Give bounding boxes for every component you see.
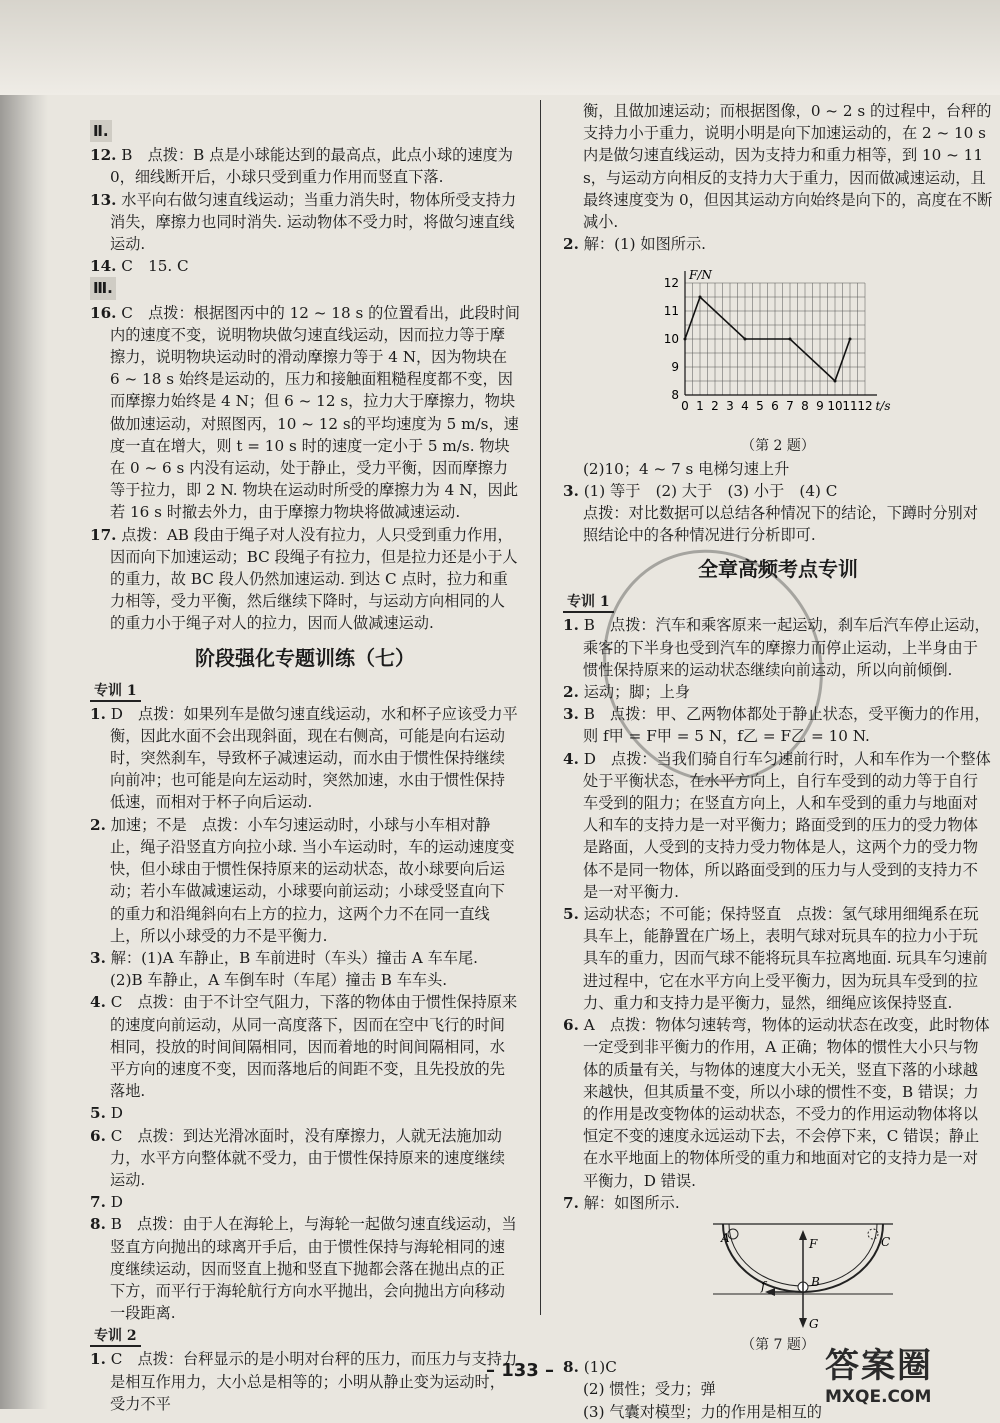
fig7-label-c: C	[881, 1234, 891, 1249]
x-tick-label: 2	[711, 399, 719, 414]
training2-answer-2b: (2)10；4 ~ 7 s 电梯匀速上升	[583, 459, 790, 478]
series-point	[834, 380, 837, 383]
section-iii-marker: Ⅲ.	[90, 277, 520, 301]
answer-16: 16. C 点拨：根据图丙中的 12 ~ 18 s 的位置看出，此段时间内的速度不变，说明物块做匀速直线运动，因而拉力等于摩擦力，说明物块运动时的滑动摩擦力等于 4 N，因为物块在 6 ~ 18 s 始终是运动的，压力和接触面粗糙程度都不变，因而摩擦力始终是 4 N；但 6 ~ 12 s，拉力大于摩擦力，物块做加速运动，对照图丙，10 ~ 12 s的平均速度为 5 m/s，速度一直在增大，则 t = 10 s 时的速度一定小于 5 m/s. 物块在 0 ~ 6 s 内没有运动，处于静止，受力平衡，因而摩擦力等于拉力，即 2 N. 物块在运动时所受的摩擦力为 4 N，因此若 16 s 时撤去外力，由于摩擦力物块将做减速运动.	[90, 303, 520, 522]
figure-7-caption: （第 7 题）	[741, 1336, 815, 1353]
training1-answer-4: 4. C 点拨：由于不计空气阻力，下落的物体由于惯性保持原来的速度向前运动，从同一高度落下，因而在空中飞行的时间相同，投放的时间间隔相同，因而着地的时间间隔相同，水平方向的速度不变，因而落地后的间距不变，且先投放的先落地.	[90, 993, 518, 1101]
figure-7	[563, 1214, 993, 1334]
fig7-label-a: A	[721, 1230, 730, 1245]
figure-7-svg	[703, 1214, 903, 1332]
training2-answer-1-cont: 衡，且做加速运动；而根据图像，0 ~ 2 s 的过程中，台秤的支持力小于重力，说明小明是向下加速运动的，在 2 ~ 10 s 内是做匀速直线运动，因为支持力和重力相等，到 10 ~ 11 s，与运动方向相反的支持力大于重力，因而做减速运动，且最终速度变为 0，但因其运动方向始终是向下的，高度在不断减小.	[583, 102, 993, 232]
section-ii-marker: Ⅱ.	[90, 120, 520, 144]
x-tick-label: 10	[827, 399, 843, 414]
x-tick-label: 6	[771, 399, 779, 414]
training1-answer-6: 6. C 点拨：到达光滑冰面时，没有摩擦力，人就无法施加动力，水平方向整体就不受力，由于惯性保持原来的速度继续运动.	[90, 1126, 505, 1189]
training2-answer-2: 2. 解：(1) 如图所示.	[563, 235, 706, 254]
chapter-answer-8b: (2) 惯性；受力；弹	[583, 1380, 716, 1399]
training1-answer-5: 5. D	[90, 1104, 123, 1123]
y-tick-label: 11	[663, 304, 679, 319]
training-1-heading: 专训 1	[90, 682, 141, 702]
training2-answer-1: 1. C 点拨：台秤显示的是小明对台秤的压力，而压力与支持力是相互作用力，大小总是相等的；小明从静止变为运动时，受力不平	[90, 1350, 518, 1413]
x-tick-label: 7	[786, 399, 794, 414]
y-tick-label: 8	[671, 388, 679, 403]
training1-answer-2: 2. 加速；不是 点拨：小车匀速运动时，小球与小车相对静止，绳子沿竖直方向拉小球. 当小车运动时，车的运动速度变快，但小球由于惯性保持原来的运动状态，故小球要向后运动；若小车做减速运动，小球要向前运动；小球受竖直向下的重力和沿绳斜向右上方的拉力，这两个力不在同一直线上，所以小球受的力不是平衡力.	[90, 815, 515, 945]
x-tick-label: 11	[842, 399, 858, 414]
site-logo	[825, 1338, 990, 1407]
training1-answer-7: 7. D	[90, 1193, 123, 1212]
training1-answer-8: 8. B 点拨：由于人在海轮上，与海轮一起做匀速直线运动，当竖直方向抛出的球离开手后，由于惯性保持与海轮相同的速度继续运动，因而竖直上抛和竖直下抛都会落在抛出点的正下方，而平行于海轮航行方向水平抛出，会向抛出方向移动一段距离.	[90, 1215, 517, 1323]
x-tick-label: 5	[756, 399, 764, 414]
chart-caption: （第 2 题）	[741, 438, 815, 455]
chapter-answer-7: 7. 解：如图所示.	[563, 1193, 680, 1212]
series-point	[684, 338, 687, 341]
x-tick-label: 1	[696, 399, 704, 414]
fig7-label-f: F	[809, 1236, 818, 1251]
logo-text: 答案圈	[825, 1346, 933, 1386]
training2-answer-3: 3. (1) 等于 (2) 大于 (3) 小于 (4) C	[563, 481, 838, 500]
fig7-label-f-small: f	[761, 1278, 766, 1293]
answer-13: 13. 水平向右做匀速直线运动；当重力消失时，物体所受支持力消失，摩擦力也同时消失. 运动物体不受力时，将做匀速直线运动.	[90, 190, 517, 254]
logo-site: MXQE.COM	[825, 1387, 932, 1407]
training2-answer-3b: 点拨：对比数据可以总结各种情况下的结论，下蹲时分别对照结论中的各种情况进行分析即可.	[583, 504, 978, 545]
page-shadow	[0, 0, 48, 1409]
fig7-label-g: G	[809, 1316, 819, 1331]
x-tick-label: 12	[857, 399, 873, 414]
x-axis-label: t/s	[875, 399, 891, 414]
chapter-answer-1: 1. B 点拨：汽车和乘客原来一起运动，刹车后汽车停止运动，乘客的下半身也受到汽车的摩擦力而停止运动，上半身由于惯性保持原来的运动状态继续向前运动，所以向前倾倒.	[563, 616, 990, 679]
x-tick-label: 9	[816, 399, 824, 414]
y-tick-label: 12	[663, 276, 679, 291]
chart-svg	[663, 255, 923, 420]
x-tick-label: 4	[741, 399, 749, 414]
column-divider	[540, 100, 541, 1315]
series-point	[744, 338, 747, 341]
y-tick-label: 10	[663, 332, 679, 347]
training1-answer-3b: (2)B 车静止，A 车倒车时（车尾）撞击 B 车车头.	[110, 971, 448, 990]
chapter-answer-4: 4. D 点拨：当我们骑自行车匀速前行时，人和车作为一个整体处于平衡状态，在水平方向上，自行车受到的动力等于自行车受到的阻力；在竖直方向上，人和车受到的重力与地面对人和车的支持力是一对平衡力；路面受到的压力的受力物体是路面，人受到的支持力受力物体是人，这两个力的受力物体不是同一物体，所以路面受到的压力与人受到的支持力不是一对平衡力.	[563, 749, 991, 901]
training1-answer-3: 3. 解：(1)A 车静止，B 车前进时（车头）撞击 A 车车尾.	[90, 948, 478, 967]
training-2-heading: 专训 2	[90, 1327, 141, 1347]
chapter-answer-3: 3. B 点拨：甲、乙两物体都处于静止状态，受平衡力的作用，则 f甲 = F甲 = 5 N，f乙 = F乙 = 10 N.	[563, 705, 990, 746]
answer-14-15: 14. C 15. C	[90, 257, 189, 276]
y-axis-label: F/N	[689, 268, 712, 283]
x-tick-label: 3	[726, 399, 734, 414]
series-point	[849, 338, 852, 341]
y-tick-label: 9	[671, 360, 679, 375]
training1-answer-1: 1. D 点拨：如果列车是做匀速直线运动，水和杯子应该受力平衡，因此水面不会出现斜面，现在右侧高，可能是向右运动时，突然刹车，导致杯子减速运动，而水由于惯性保持继续向前冲；也可能是向左运动时，突然加速，水由于惯性保持低速，而相对于杯子向后运动.	[90, 704, 518, 812]
chapter-training-1-heading: 专训 1	[563, 593, 614, 613]
chapter-answer-8: 8. (1)C	[563, 1358, 617, 1377]
x-tick-label: 8	[801, 399, 809, 414]
answer-12: 12. B 点拨：B 点是小球能达到的最高点，此点小球的速度为 0，细线断开后，小球只受到重力作用而竖直下落.	[90, 146, 513, 187]
right-column	[563, 100, 993, 1423]
chapter-answer-5: 5. 运动状态；不可能；保持竖直 点拨：氢气球用细绳系在玩具车上，能静置在广场上，表明气球对玩具车的拉力小于玩具车的重力，因而气球不能将玩具车拉离地面. 玩具车匀速前进过程中，它在水平方向上受平衡力，因为玩具车受到的拉力、重力和支持力是平衡力，显然，细绳应该保持竖直.	[563, 905, 988, 1012]
chapter-answer-8c: (3) 气囊对模型；力的作用是相互的	[583, 1402, 822, 1421]
force-time-chart	[563, 255, 993, 435]
page-number: – 133 –	[485, 1360, 555, 1381]
series-point	[789, 338, 792, 341]
chapter-answer-2: 2. 运动；脚；上身	[563, 683, 690, 702]
series-point	[699, 296, 702, 299]
x-tick-label: 0	[681, 399, 689, 414]
answer-17: 17. 点拨：AB 段由于绳子对人没有拉力，人只受到重力作用，因而向下加速运动；BC 段绳子有拉力，但是拉力还是小于人的重力，故 BC 段人仍然加速运动. 到达 C 点时，拉力和重力相等，受力平衡，然后继续下降时，与运动方向相同的人的重力小于绳子对人的拉力，因而人做减速运动.	[90, 525, 518, 633]
section-title-chapter: 全章高频考点专训	[698, 557, 858, 582]
section-title-stage: 阶段强化专题训练（七）	[195, 645, 415, 670]
fig7-label-b: B	[811, 1274, 820, 1289]
left-column	[90, 120, 520, 1415]
chapter-answer-6: 6. A 点拨：物体匀速转弯，物体的运动状态在改变，此时物体一定受到非平衡力的作用，A 正确；物体的惯性大小只与物体的质量有关，与物体的速度大小无关，竖直下落的小球越来越快，但其质量不变，所以小球的惯性不变，B 错误；力的作用是改变物体的运动状态，不受力的作用运动物体将以恒定不变的速度永远运动下去，不会停下来，C 错误；静止在水平地面上的物体所受的重力和地面对它的支持力是一对平衡力，D 错误.	[563, 1016, 990, 1190]
top-band	[0, 0, 1000, 95]
